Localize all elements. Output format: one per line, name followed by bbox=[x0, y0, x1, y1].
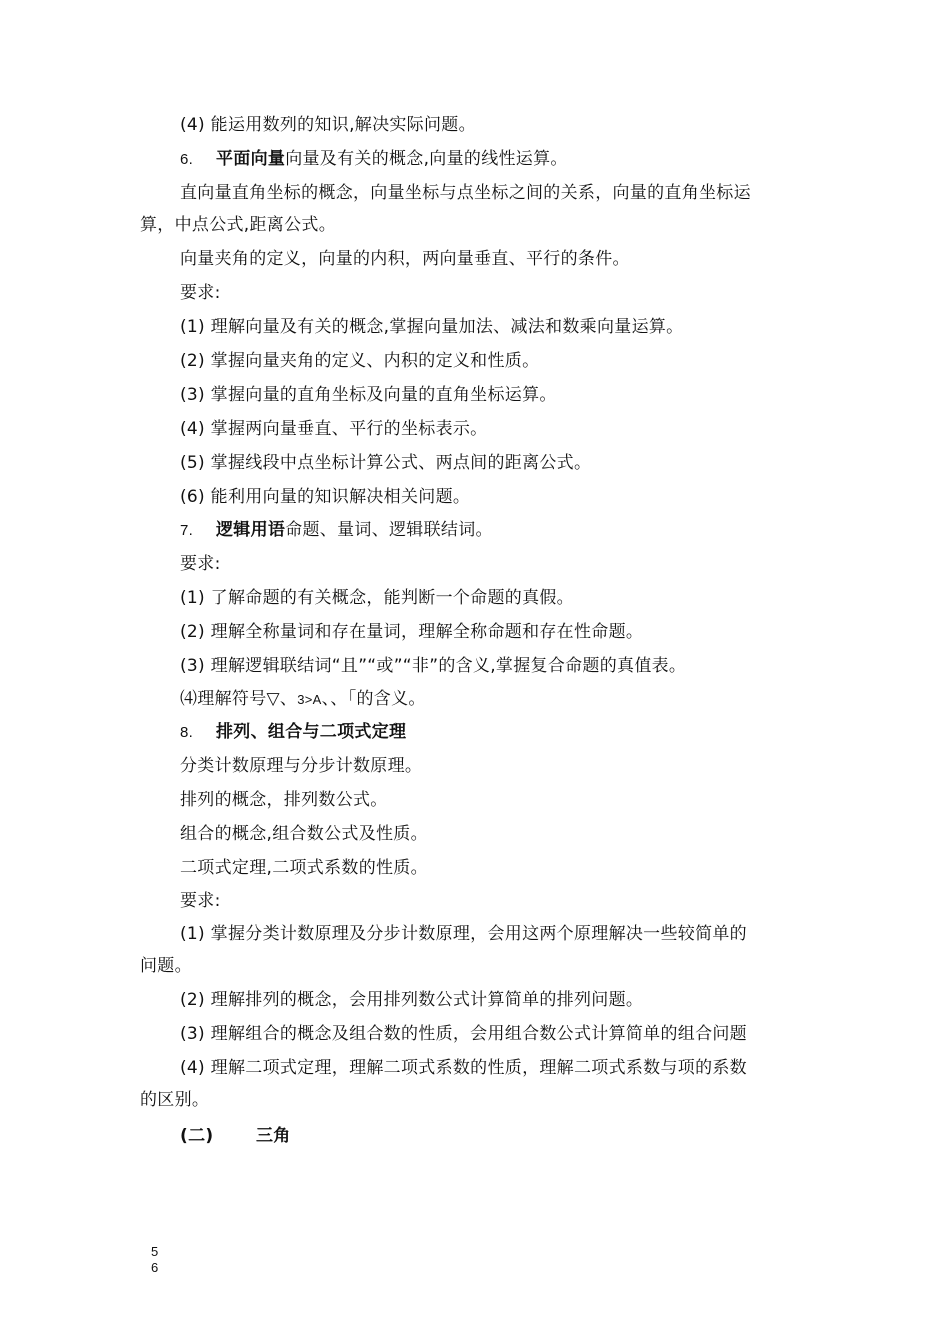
text-line: (1) 了解命题的有关概念，能判断一个命题的真假。 bbox=[180, 588, 574, 608]
text-fragment: ⑷理解符号▽、 bbox=[180, 689, 298, 709]
text-line: (4) 能运用数列的知识,解决实际问题。 bbox=[180, 115, 476, 135]
text-line: (1) 理解向量及有关的概念,掌握向量加法、减法和数乘向量运算。 bbox=[180, 317, 684, 337]
text-line: (3) 理解组合的概念及组合数的性质，会用组合数公式计算简单的组合问题 bbox=[180, 1024, 747, 1044]
text-line: 排列的概念，排列数公式。 bbox=[180, 790, 388, 810]
text-line: (5) 掌握线段中点坐标计算公式、两点间的距离公式。 bbox=[180, 453, 592, 473]
page-number: 5 bbox=[151, 1244, 159, 1259]
section-text: 向量及有关的概念,向量的线性运算。 bbox=[285, 149, 568, 169]
chapter-heading bbox=[180, 1125, 291, 1147]
section-title: 排列、组合与二项式定理 bbox=[216, 722, 407, 742]
section-heading-8 bbox=[180, 721, 406, 744]
text-line: 要求: bbox=[180, 891, 221, 911]
chapter-title: 三角 bbox=[256, 1126, 291, 1146]
section-number: 7. bbox=[180, 522, 194, 539]
text-line: 的区别。 bbox=[140, 1090, 210, 1110]
text-line: (6) 能利用向量的知识解决相关问题。 bbox=[180, 487, 471, 507]
section-number: 6. bbox=[180, 151, 194, 168]
chapter-number: (二) bbox=[180, 1126, 214, 1146]
text-line: (2) 理解全称量词和存在量词，理解全称命题和存在性命题。 bbox=[180, 622, 644, 642]
text-line: (4) 理解二项式定理，理解二项式系数的性质，理解二项式系数与项的系数 bbox=[180, 1058, 747, 1078]
text-line: 算，中点公式,距离公式。 bbox=[140, 215, 337, 235]
section-number: 8. bbox=[180, 724, 194, 741]
section-title: 平面向量 bbox=[216, 149, 286, 169]
section-title: 逻辑用语 bbox=[216, 520, 286, 540]
page-number: 6 bbox=[151, 1260, 159, 1275]
section-heading-7 bbox=[180, 519, 493, 542]
text-line: 问题。 bbox=[140, 956, 192, 976]
text-line bbox=[180, 688, 426, 711]
text-line: 要求: bbox=[180, 554, 221, 574]
text-line: (3) 理解逻辑联结词“且”“或”“非”的含义,掌握复合命题的真值表。 bbox=[180, 656, 687, 676]
text-line: 分类计数原理与分步计数原理。 bbox=[180, 756, 423, 776]
text-line: 二项式定理,二项式系数的性质。 bbox=[180, 858, 428, 878]
text-line: 组合的概念,组合数公式及性质。 bbox=[180, 824, 428, 844]
text-fragment: 、、「的含义。 bbox=[321, 689, 426, 709]
text-line: (2) 掌握向量夹角的定义、内积的定义和性质。 bbox=[180, 351, 540, 371]
text-line: (4) 掌握两向量垂直、平行的坐标表示。 bbox=[180, 419, 488, 439]
text-line: 向量夹角的定义，向量的内积，两向量垂直、平行的条件。 bbox=[180, 249, 630, 269]
section-text: 命题、量词、逻辑联结词。 bbox=[285, 520, 493, 540]
text-line: 要求: bbox=[180, 283, 221, 303]
section-heading-6 bbox=[180, 148, 568, 171]
text-line: (1) 掌握分类计数原理及分步计数原理，会用这两个原理解决一些较简单的 bbox=[180, 924, 747, 944]
text-fragment: 3>A bbox=[297, 692, 322, 707]
text-line: 直向量直角坐标的概念，向量坐标与点坐标之间的关系，向量的直角坐标运 bbox=[180, 183, 751, 203]
text-line: (3) 掌握向量的直角坐标及向量的直角坐标运算。 bbox=[180, 385, 557, 405]
text-line: (2) 理解排列的概念，会用排列数公式计算简单的排列问题。 bbox=[180, 990, 644, 1010]
